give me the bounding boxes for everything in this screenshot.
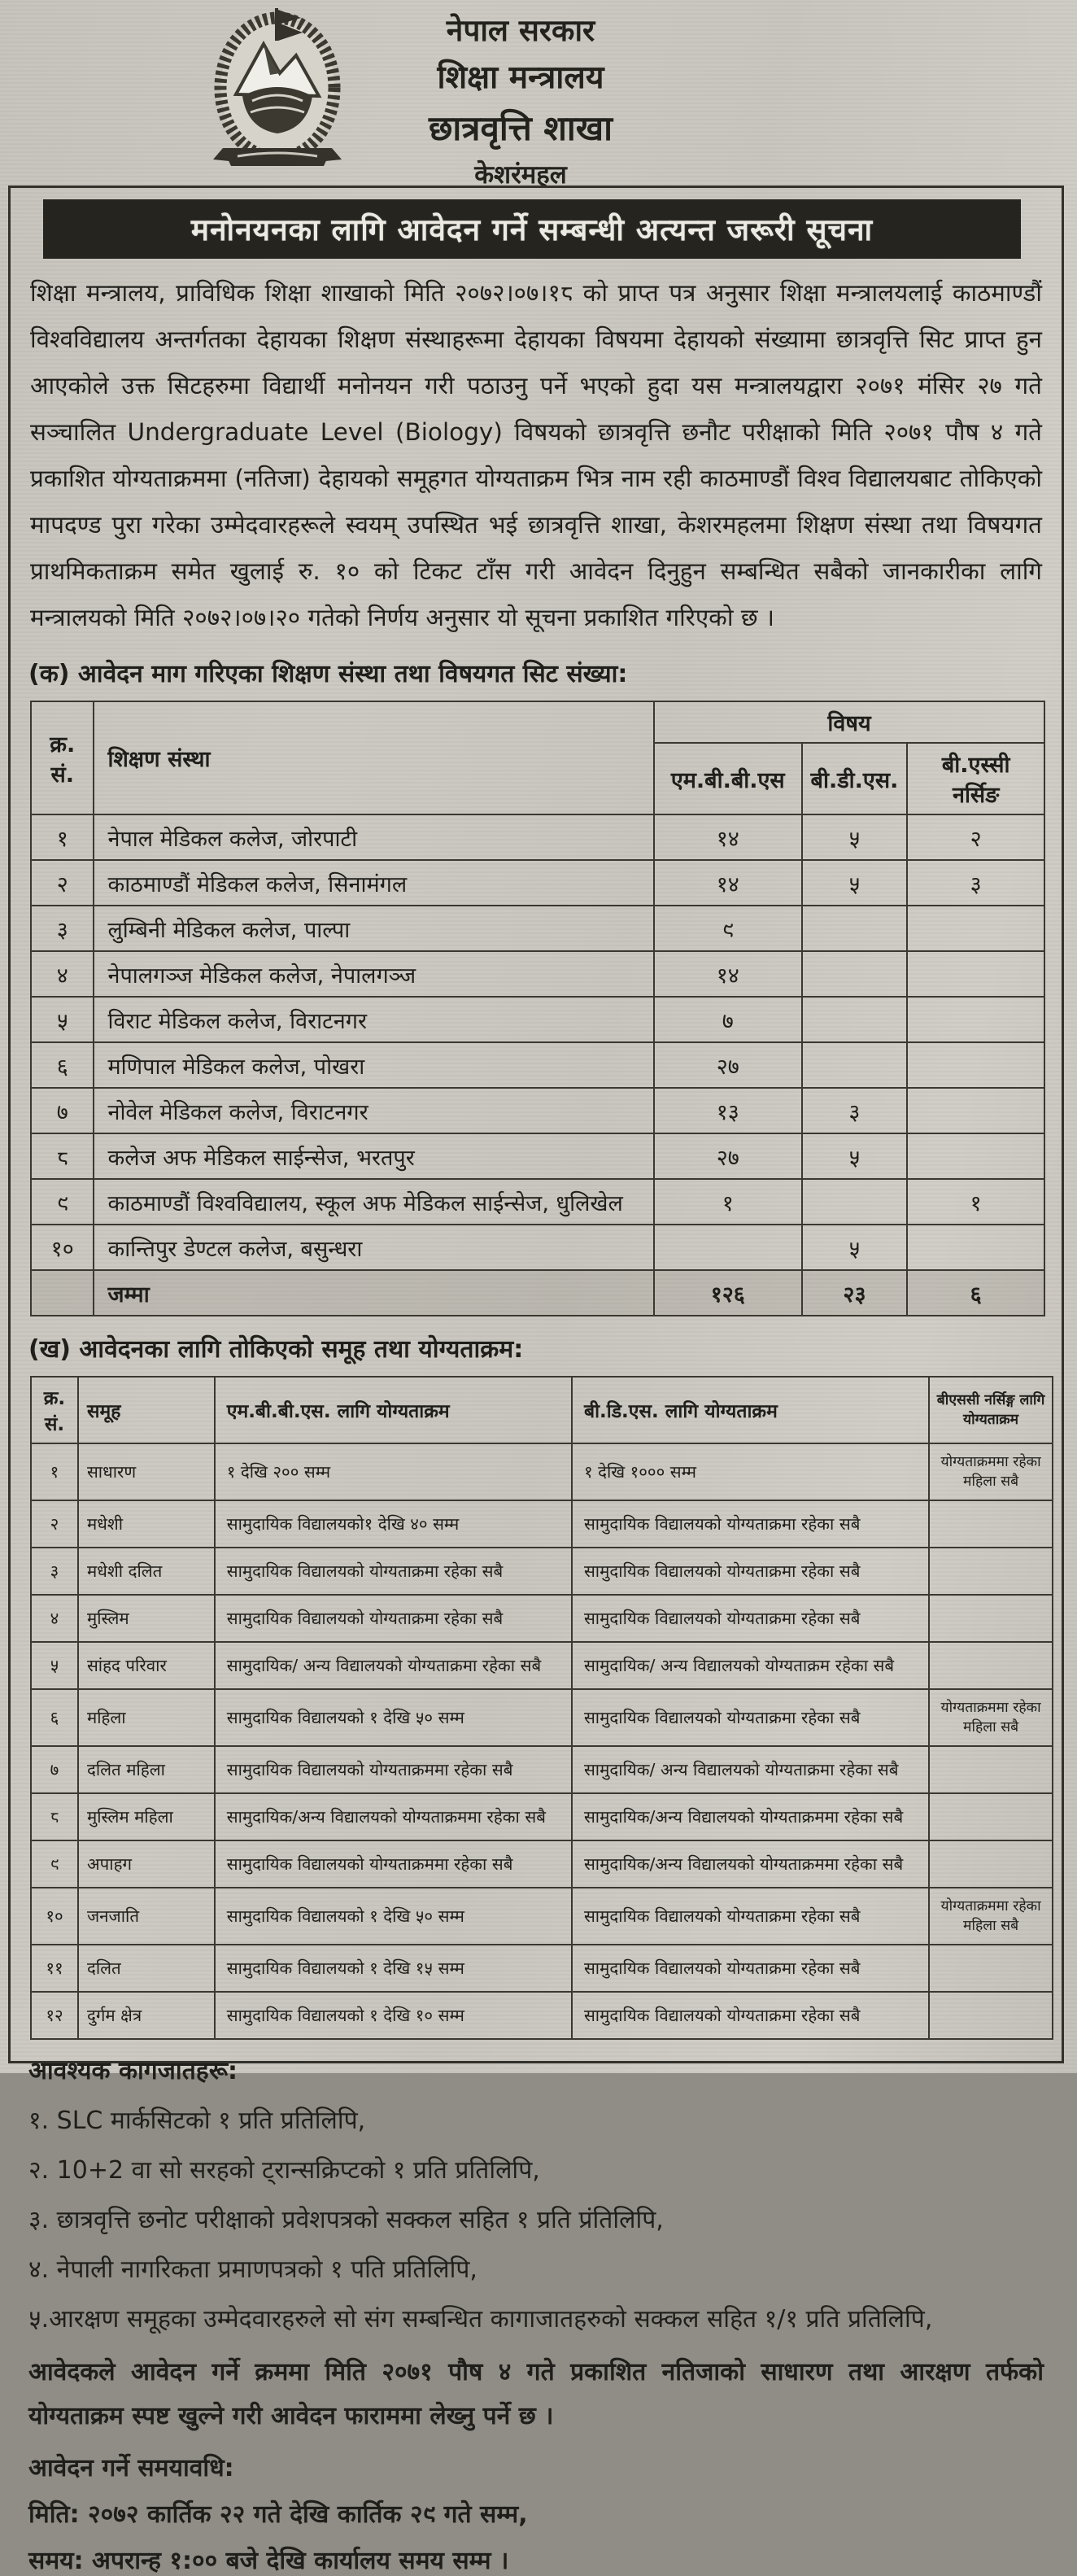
institution-name: नोवेल मेडिकल कलेज, विराटनगर <box>94 1088 654 1133</box>
institution-row <box>31 1225 1044 1270</box>
bds-merit: सामुदायिक/अन्य विद्यालयको योग्यताक्रममा रहेका सबै <box>572 1793 929 1840</box>
mbbs-merit: सामुदायिक/ अन्य विद्यालयको योग्यताक्रमा रहेका सबै <box>215 1642 572 1689</box>
emblem-ribbon <box>213 148 342 166</box>
nursing-seats: ३ <box>907 860 1044 906</box>
group-name: मुस्लिम <box>78 1595 215 1642</box>
institution-row <box>31 860 1044 906</box>
col2-nursing-merit: बीएससी नर्सिङ्ग लागि योग्यताक्रम <box>929 1377 1053 1443</box>
group-name: जनजाति <box>78 1888 215 1945</box>
row-serial: १ <box>31 814 94 860</box>
mbbs-merit: सामुदायिक विद्यालयको १ देखि १५ सम्म <box>215 1945 572 1992</box>
group-name: साधारण <box>78 1443 215 1500</box>
document-item: १. SLC मार्कसिटको १ प्रति प्रतिलिपि, <box>28 2107 366 2135</box>
bds-merit: सामुदायिक विद्यालयको योग्यताक्रमा रहेका सबै <box>572 1500 929 1548</box>
group-row <box>31 1548 1053 1595</box>
bds-merit: सामुदायिक विद्यालयको योग्यताक्रमा रहेका सबै <box>572 1689 929 1746</box>
row-serial: ६ <box>31 1689 78 1746</box>
group-name: मधेशी दलित <box>78 1548 215 1595</box>
row-serial: ९ <box>31 1840 78 1888</box>
row-serial: १२ <box>31 1992 78 2039</box>
mbbs-seats: १४ <box>654 860 802 906</box>
mbbs-seats <box>654 1225 802 1270</box>
nepal-government-emblem <box>205 5 350 179</box>
nursing-merit <box>929 1793 1053 1840</box>
group-row <box>31 1840 1053 1888</box>
total-bds: २३ <box>802 1270 908 1316</box>
bds-seats <box>802 1042 908 1088</box>
col2-bds-merit: बी.डि.एस. लागि योग्यताक्रम <box>572 1377 929 1443</box>
mbbs-merit: १ देखि २०० सम्म <box>215 1443 572 1500</box>
seats-table <box>30 701 1045 1316</box>
nursing-seats <box>907 997 1044 1042</box>
nursing-merit: योग्यताक्रममा रहेका महिला सबै <box>929 1689 1053 1746</box>
period-time: समय: अपरान्ह १:०० बजे देखि कार्यालय समय सम्म । <box>28 2547 509 2575</box>
nursing-merit: योग्यताक्रममा रहेका महिला सबै <box>929 1443 1053 1500</box>
row-serial: २ <box>31 1500 78 1548</box>
documents-list <box>28 2102 1044 2334</box>
row-serial: ८ <box>31 1133 94 1179</box>
period-heading: आवेदन गर्ने समयावधि: <box>28 2454 234 2482</box>
institution-row <box>31 814 1044 860</box>
bds-merit: १ देखि १००० सम्म <box>572 1443 929 1500</box>
nursing-seats <box>907 1088 1044 1133</box>
seats-table-header-row <box>31 701 1044 743</box>
group-row <box>31 1888 1053 1945</box>
document-item: ३. छात्रवृत्ति छनोट परीक्षाको प्रवेशपत्रको सक्कल सहित १ प्रति प्रंतिलिपि, <box>28 2206 664 2234</box>
mbbs-seats: १ <box>654 1179 802 1225</box>
nursing-merit <box>929 1746 1053 1793</box>
header-text-block <box>350 7 691 191</box>
seats-total-row <box>31 1270 1044 1316</box>
institution-row <box>31 1088 1044 1133</box>
bds-seats: ५ <box>802 860 908 906</box>
nursing-seats <box>907 1042 1044 1088</box>
row-serial: १० <box>31 1888 78 1945</box>
mbbs-seats: २७ <box>654 1133 802 1179</box>
row-serial: ७ <box>31 1746 78 1793</box>
government-name: नेपाल सरकार <box>446 13 595 48</box>
notice-header <box>0 0 1077 190</box>
section-kha-heading: (ख) आवेदनका लागि तोकिएको समूह तथा योग्यताक्रम: <box>28 1335 524 1364</box>
row-serial: १ <box>31 1443 78 1500</box>
institution-name: लुम्बिनी मेडिकल कलेज, पाल्पा <box>94 906 654 951</box>
mbbs-seats: १३ <box>654 1088 802 1133</box>
nursing-seats <box>907 951 1044 997</box>
group-name: दुर्गम क्षेत्र <box>78 1992 215 2039</box>
nursing-seats: २ <box>907 814 1044 860</box>
groups-table-header-row <box>31 1377 1053 1443</box>
mbbs-seats: १४ <box>654 951 802 997</box>
institution-name: काठमाण्डौं मेडिकल कलेज, सिनामंगल <box>94 860 654 906</box>
nursing-merit <box>929 1945 1053 1992</box>
bds-seats <box>802 906 908 951</box>
notice-body-frame <box>8 186 1064 2575</box>
col-bds: बी.डी.एस. <box>802 743 908 814</box>
row-serial: १० <box>31 1225 94 1270</box>
group-name: दलित <box>78 1945 215 1992</box>
total-nursing: ६ <box>907 1270 1044 1316</box>
period-date: मिति: २०७२ कार्तिक २२ गते देखि कार्तिक २९ गते सम्म, <box>28 2500 528 2529</box>
nursing-merit <box>929 1642 1053 1689</box>
institution-name: विराट मेडिकल कलेज, विराटनगर <box>94 997 654 1042</box>
total-label: जम्मा <box>94 1270 654 1316</box>
group-row <box>31 1689 1053 1746</box>
document-item: ४. नेपाली नागरिकता प्रमाणपत्रको १ पति प्रतिलिपि, <box>28 2255 477 2284</box>
row-serial: ११ <box>31 1945 78 1992</box>
mbbs-seats: २७ <box>654 1042 802 1088</box>
nursing-seats <box>907 906 1044 951</box>
total-sn-empty <box>31 1270 94 1316</box>
nursing-seats <box>907 1225 1044 1270</box>
col2-group: समूह <box>78 1377 215 1443</box>
row-serial: २ <box>31 860 94 906</box>
group-row <box>31 1642 1053 1689</box>
document-item: ५.आरक्षण समूहका उम्मेदवारहरुले सो संग सम्बन्धित कागाजातहरुको सक्कल सहित १/१ प्रति प्रतिलिपि, <box>28 2305 933 2334</box>
row-serial: ८ <box>31 1793 78 1840</box>
row-serial: ९ <box>31 1179 94 1225</box>
mbbs-merit: सामुदायिक विद्यालयको १ देखि ५० सम्म <box>215 1888 572 1945</box>
group-row <box>31 1500 1053 1548</box>
application-note: आवेदकले आवेदन गर्ने क्रममा मिति २०७१ पौष ४ गते प्रकाशित नतिजाको साधारण तथा आरक्षण तर्फको योग्यताक्रम स्पष्ट खुल्ने गरी आवेदन फाराममा लेख्नु पर्ने छ । <box>28 2358 1044 2430</box>
col2-mbbs-merit: एम.बी.बी.एस. लागि योग्यताक्रम <box>215 1377 572 1443</box>
ministry-name: शिक्षा मन्त्रालय <box>437 59 604 96</box>
institution-row <box>31 1179 1044 1225</box>
bds-merit: सामुदायिक विद्यालयको योग्यताक्रमा रहेका सबै <box>572 1595 929 1642</box>
group-name: दलित महिला <box>78 1746 215 1793</box>
nursing-merit: योग्यताक्रममा रहेका महिला सबै <box>929 1888 1053 1945</box>
bds-seats: ५ <box>802 1133 908 1179</box>
row-serial: ६ <box>31 1042 94 1088</box>
row-serial: ५ <box>31 1642 78 1689</box>
group-name: मुस्लिम महिला <box>78 1793 215 1840</box>
mbbs-seats: ७ <box>654 997 802 1042</box>
bds-merit: सामुदायिक विद्यालयको योग्यताक्रमा रहेका सबै <box>572 1992 929 2039</box>
group-row <box>31 1595 1053 1642</box>
col2-serial-number: क्र. सं. <box>31 1377 78 1443</box>
bds-seats <box>802 997 908 1042</box>
group-row <box>31 1793 1053 1840</box>
group-row <box>31 1746 1053 1793</box>
section-ka-heading: (क) आवेदन माग गरिएका शिक्षण संस्था तथा विषयगत सिट संख्या: <box>28 660 628 688</box>
nursing-merit <box>929 1840 1053 1888</box>
institution-row <box>31 906 1044 951</box>
office-location: केशरंमहल <box>474 160 567 190</box>
institution-row <box>31 1133 1044 1179</box>
row-serial: ३ <box>31 906 94 951</box>
group-name: सांहद परिवार <box>78 1642 215 1689</box>
institution-row <box>31 951 1044 997</box>
institution-name: कान्तिपुर डेण्टल कलेज, बसुन्धरा <box>94 1225 654 1270</box>
bds-seats: ५ <box>802 814 908 860</box>
mbbs-merit: सामुदायिक विद्यालयको योग्यताक्रमा रहेका सबै <box>215 1548 572 1595</box>
group-row <box>31 1945 1053 1992</box>
mbbs-merit: सामुदायिक/अन्य विद्यालयको योग्यताक्रममा रहेका सबै <box>215 1793 572 1840</box>
group-name: मधेशी <box>78 1500 215 1548</box>
institution-name: काठमाण्डौं विश्वविद्यालय, स्कूल अफ मेडिकल साईन्सेज, धुलिखेल <box>94 1179 654 1225</box>
mbbs-merit: सामुदायिक विद्यालयको योग्यताक्रममा रहेका सबै <box>215 1840 572 1888</box>
bds-merit: सामुदायिक विद्यालयको योग्यताक्रमा रहेका सबै <box>572 1548 929 1595</box>
total-mbbs: १२६ <box>654 1270 802 1316</box>
institution-name: कलेज अफ मेडिकल साईन्सेज, भरतपुर <box>94 1133 654 1179</box>
mbbs-merit: सामुदायिक विद्यालयको योग्यताक्रमा रहेका सबै <box>215 1595 572 1642</box>
mbbs-merit: सामुदायिक विद्यालयको योग्यताक्रममा रहेका सबै <box>215 1746 572 1793</box>
row-serial: ४ <box>31 951 94 997</box>
bds-merit: सामुदायिक विद्यालयको योग्यताक्रमा रहेका सबै <box>572 1945 929 1992</box>
col-nursing: बी.एस्सी नर्सिङ <box>907 743 1044 814</box>
bds-seats: ३ <box>802 1088 908 1133</box>
col-institution: शिक्षण संस्था <box>94 701 654 814</box>
institution-name: मणिपाल मेडिकल कलेज, पोखरा <box>94 1042 654 1088</box>
notice-title-banner: मनोनयनका लागि आवेदन गर्ने सम्बन्धी अत्यन्त जरूरी सूचना <box>43 199 1021 259</box>
group-row <box>31 1443 1053 1500</box>
mbbs-seats: १४ <box>654 814 802 860</box>
group-name: महिला <box>78 1689 215 1746</box>
institution-row <box>31 1042 1044 1088</box>
groups-merit-table <box>30 1376 1053 2040</box>
bds-seats <box>802 1179 908 1225</box>
bds-merit: सामुदायिक/ अन्य विद्यालयको योग्यताक्रम रहेका सबै <box>572 1642 929 1689</box>
bds-merit: सामुदायिक/अन्य विद्यालयको योग्यताक्रममा रहेका सबै <box>572 1840 929 1888</box>
col-mbbs: एम.बी.बी.एस <box>654 743 802 814</box>
document-item: २. 10+2 वा सो सरहको ट्रान्सक्रिप्टको १ प्रति प्रतिलिपि, <box>28 2156 540 2185</box>
group-name: अपाहग <box>78 1840 215 1888</box>
institution-name: नेपालगञ्ज मेडिकल कलेज, नेपालगञ्ज <box>94 951 654 997</box>
intro-paragraph: शिक्षा मन्त्रालय, प्राविधिक शिक्षा शाखाको मिति २०७२।०७।१८ को प्राप्त पत्र अनुसार शिक्षा मन्त्रालयलाई काठमाण्डौं विश्वविद्यालय अन्तर्गतका देहायका शिक्षण संस्थाहरूमा देहायका विषयमा देहायको संख्यामा छात्रवृत्ति सिट प्राप्त हुन आएकोले उक्त सिटहरुमा विद्यार्थी मनोनयन गरी पठाउनु पर्ने भएको हुदा यस मन्त्रालयद्वारा २०७१ मंसिर २७ गते सञ्चालित Undergraduate Level (Biology) विषयको छात्रवृत्ति छनौट परीक्षाको मिति २०७१ पौष ४ गते प्रकाशित योग्यताक्रममा (नतिजा) देहायको समूहगत योग्यताक्रम भित्र नाम रही काठमाण्डौं विश्व विद्यालयबाट तोकिएको मापदण्ड पुरा गरेका उम्मेदवारहरूले स्वयम् उपस्थित भई छात्रवृत्ति शाखा, केशरमहलमा शिक्षण संस्था तथा विषयगत प्राथमिकताक्रम समेत खुलाई रु. १० को टिकट टाँस गरी आवेदन दिनुहुन सम्बन्धित सबैको जानकारीका लागि मन्त्रालयको मिति २०७२।०७।२० गतेको निर्णय अनुसार यो सूचना प्रकाशित गरिएको छ । <box>30 279 1042 631</box>
bds-merit: सामुदायिक विद्यालयको योग्यताक्रमा रहेका सबै <box>572 1888 929 1945</box>
col-serial-number: क्र. सं. <box>31 701 94 814</box>
mbbs-merit: सामुदायिक विद्यालयको १ देखि १० सम्म <box>215 1992 572 2039</box>
bds-merit: सामुदायिक/ अन्य विद्यालयको योग्यताक्रमा रहेका सबै <box>572 1746 929 1793</box>
mbbs-merit: सामुदायिक विद्यालयको१ देखि ४० सम्म <box>215 1500 572 1548</box>
nursing-seats: १ <box>907 1179 1044 1225</box>
nursing-merit <box>929 1500 1053 1548</box>
col-subject-group: विषय <box>654 701 1044 743</box>
documents-heading: आवश्यक कागजातहरू: <box>28 2057 238 2085</box>
institution-row <box>31 997 1044 1042</box>
row-serial: ३ <box>31 1548 78 1595</box>
mbbs-merit: सामुदायिक विद्यालयको १ देखि ५० सम्म <box>215 1689 572 1746</box>
row-serial: ४ <box>31 1595 78 1642</box>
group-row <box>31 1992 1053 2039</box>
nursing-merit <box>929 1548 1053 1595</box>
bds-seats: ५ <box>802 1225 908 1270</box>
row-serial: ७ <box>31 1088 94 1133</box>
branch-name: छात्रवृत्ति शाखा <box>428 108 613 148</box>
bds-seats <box>802 951 908 997</box>
nursing-merit <box>929 1992 1053 2039</box>
institution-name: नेपाल मेडिकल कलेज, जोरपाटी <box>94 814 654 860</box>
nursing-seats <box>907 1133 1044 1179</box>
nursing-merit <box>929 1595 1053 1642</box>
mbbs-seats: ९ <box>654 906 802 951</box>
row-serial: ५ <box>31 997 94 1042</box>
